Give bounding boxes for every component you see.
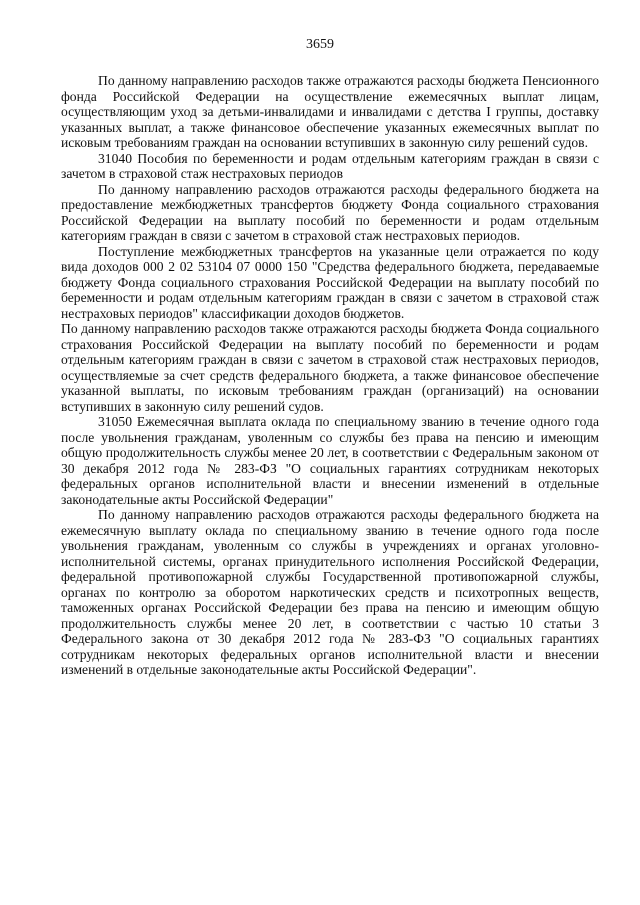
paragraph-31040-social-fund: По данному направлению расходов также отражаются расходы бюджета Фонда социального страхования Российской Федерации на выплату пособий по беременности и родам отдельным категориям граждан в связи с зачетом в страховой стаж нестраховых периодов, осуществляемые за счет средств федерального бюджета, а также финансовое обеспечение указанной выплаты, по исковым требованиям граждан (организаций) на основании вступивших в законную силу решений судов.	[61, 321, 599, 414]
heading-31040-maternity-benefits: 31040 Пособия по беременности и родам отдельным категориям граждан в связи с зачетом в страховой стаж нестраховых периодов	[61, 150, 599, 181]
page-number: 3659	[306, 37, 334, 52]
paragraph-31050-federal-budget: По данному направлению расходов отражаются расходы федерального бюджета на ежемесячную выплату оклада по специальному званию в течение одного года после увольнения гражданам, уволенным со службы в учреждениях и органах уголовно-исполнительной системы, органах принудительного исполнения Российской Федерации, федеральной противопожарной службы Государственной противопожарной службы, органах по контролю за оборотом наркотических средств и психотропных веществ, таможенных органах Российской Федерации без права на пенсию и имеющим общую продолжительность службы менее 20 лет, в соответствии с частью 10 статьи 3 Федерального закона от 30 декабря 2012 года № 283-ФЗ "О социальных гарантиях сотрудникам некоторых федеральных органов исполнительной власти и внесении изменений в отдельные законодательные акты Российской Федерации".	[61, 507, 599, 677]
paragraph-31040-federal-budget: По данному направлению расходов отражаются расходы федерального бюджета на предоставление межбюджетных трансфертов бюджету Фонда социального страхования Российской Федерации на выплату пособий по беременности и родам отдельным категориям граждан в связи с зачетом в страховой стаж нестраховых периодов.	[61, 181, 599, 243]
document-body	[61, 73, 599, 678]
paragraph-31040-income-code: Поступление межбюджетных трансфертов на указанные цели отражается по коду вида доходов 000 2 02 53104 07 0000 150 "Средства федерального бюджета, передаваемые бюджету Фонда социального страхования Российской Федерации на выплату пособий по беременности и родам отдельным категориям граждан в связи с зачетом в страховой стаж нестраховых периодов" классификации доходов бюджетов.	[61, 243, 599, 321]
paragraph-pension-fund-expenses: По данному направлению расходов также отражаются расходы бюджета Пенсионного фонда Российской Федерации на осуществление ежемесячных выплат лицам, осуществляющим уход за детьми-инвалидами и инвалидами с детства I группы, доставку указанных выплат, а также финансовое обеспечение указанных ежемесячных выплат по исковым требованиям граждан на основании вступивших в законную силу решений судов.	[61, 73, 599, 150]
heading-31050-salary-payment: 31050 Ежемесячная выплата оклада по специальному званию в течение одного года после увольнения гражданам, уволенным со службы без права на пенсию и имеющим общую продолжительность службы менее 20 лет, в соответствии с Федеральным законом от 30 декабря 2012 года № 283-ФЗ "О социальных гарантиях сотрудникам некоторых федеральных органов исполнительной власти и внесении изменений в отдельные законодательные акты Российской Федерации"	[61, 414, 599, 507]
